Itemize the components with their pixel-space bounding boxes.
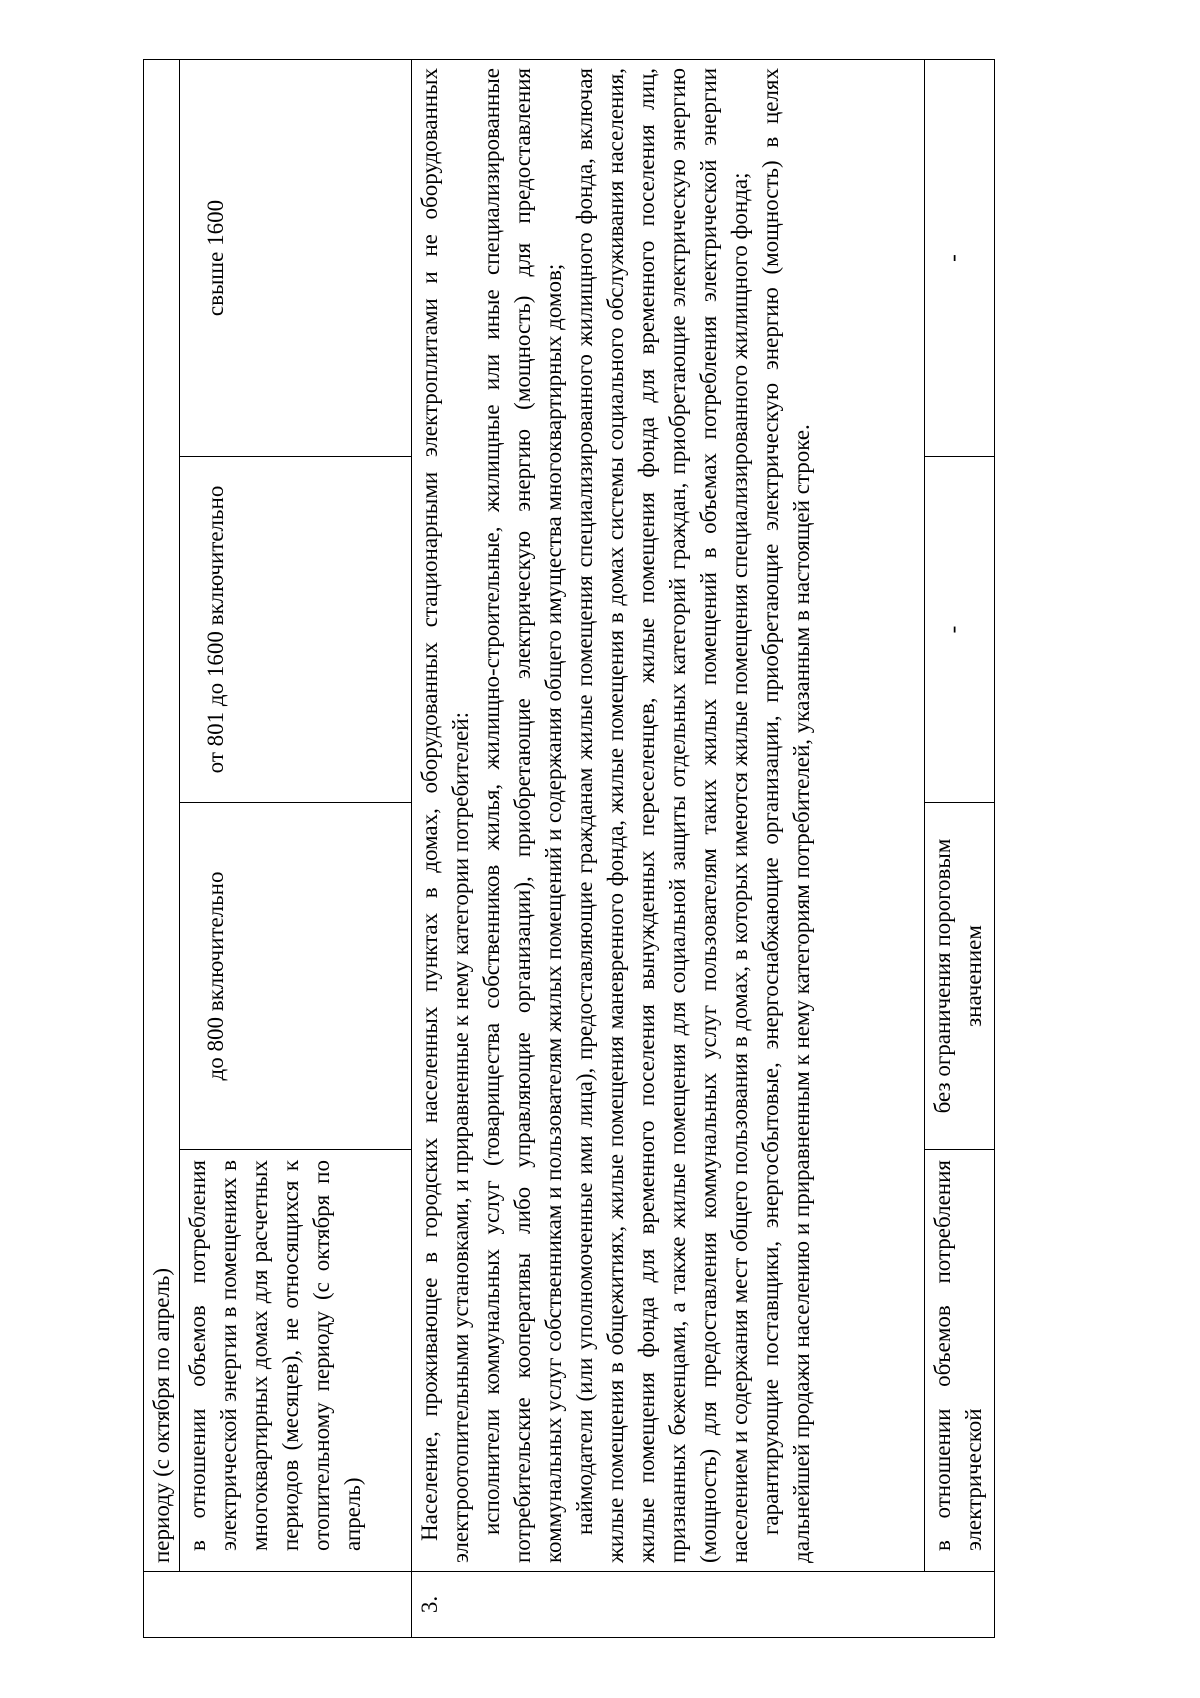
range-cell-1: до 800 включительно bbox=[180, 803, 412, 1150]
table-row-3 bbox=[412, 59, 925, 1637]
row3-sub-description: в отношении объемов потребления электрической bbox=[925, 1150, 995, 1572]
row-number: 3. bbox=[412, 1572, 995, 1638]
table-row-3-sub bbox=[925, 59, 995, 1637]
table-row-period bbox=[144, 59, 180, 1637]
paragraph-suppliers: гарантирующие поставщики, энергосбытовые, энергоснабжающие организации, приобретающие электрическую энергию (мощность) в целях дальнейшей продажи населению и приравненным к нему категориям потребителей, указанным в настоящей строке. bbox=[758, 67, 814, 1563]
value-cell-1: без ограничения пороговым значением bbox=[925, 803, 995, 1150]
value-cell-3: - bbox=[925, 59, 995, 456]
range-cell-2: от 801 до 1600 включительно bbox=[180, 457, 412, 803]
consumption-description: в отношении объемов потребления электрической энергии в помещениях в многоквартирных домах для расчетных периодов (месяцев), не относящихся к отопительному периоду (с октября по апрель) bbox=[180, 1150, 412, 1572]
range-cell-3: свыше 1600 bbox=[180, 59, 412, 456]
tariff-table bbox=[143, 59, 995, 1638]
paragraph-landlords: наймодатели (или уполномоченные ими лица), предоставляющие гражданам жилые помещения специализированного жилищного фонда, включая жилые помещения в общежитиях, жилые помещения маневренного фонда, жилые помещения в домах системы социального обслуживания населения, жилые помещения фонда для временного поселения вынужденных переселенцев, жилые помещения фонда для временного поселения лиц, признанных беженцами, а также жилые помещения для социальной защиты отдельных категорий граждан, приобретающие электрическую энергию (мощность) для предоставления коммунальных услуг пользователям таких жилых помещений в объемах потребления электрической энергии населением и содержания мест общего пользования в домах, в которых имеются жилые помещения специализированного жилищного фонда; bbox=[572, 67, 752, 1563]
row3-text bbox=[412, 59, 925, 1571]
value-cell-2: - bbox=[925, 457, 995, 803]
table-row-ranges bbox=[180, 59, 412, 1637]
paragraph-utility-providers: исполнители коммунальных услуг (товарищества собственников жилья, жилищно-строительные, жилищные или иные специализированные потребительские кооперативы либо управляющие организации), приобретающие электрическую энергию (мощность) для предоставления коммунальных услуг собственникам и пользователям жилых помещений и содержания общего имущества многоквартирных домов; bbox=[479, 67, 566, 1563]
row-number-empty bbox=[144, 1572, 412, 1638]
period-text: периоду (с октября по апрель) bbox=[144, 59, 180, 1571]
paragraph-population: Население, проживающее в городских населенных пунктах в домах, оборудованных стационарными электроплитами и не оборудованных электроотопительными установками, и приравненные к нему категории потребителей: bbox=[417, 67, 473, 1563]
